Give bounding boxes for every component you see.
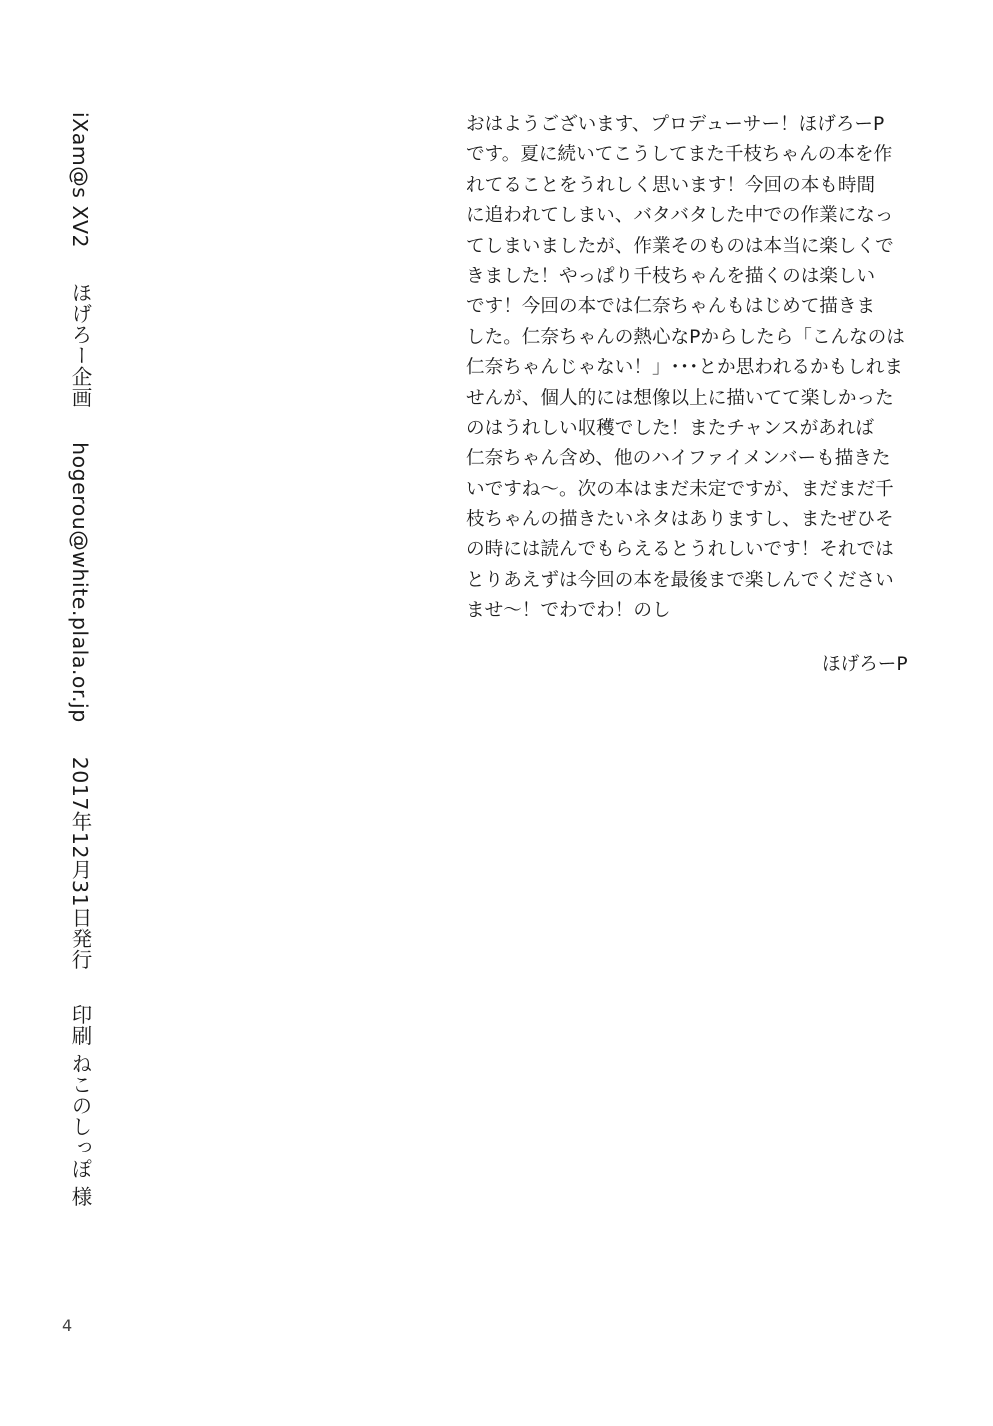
message-line: れてることをうれしく思います！今回の本も時間: [466, 174, 876, 196]
circle-name: ほげろー企画: [68, 282, 92, 409]
message-line: 枝ちゃんの描きたいネタはありますし、またぜひそ: [466, 509, 894, 531]
page-number: 4: [62, 1316, 73, 1335]
message-line: に追われてしまい、バタバタした中での作業になっ: [466, 205, 894, 227]
message-line: ませ～！でわでわ！のし: [466, 600, 671, 622]
colophon: [60, 112, 100, 1208]
message-line: せんが、個人的には想像以上に描いてて楽しかった: [466, 387, 894, 409]
printer-credit: 印刷 ねこのしっぽ 様: [68, 1004, 92, 1208]
book-title: iXam@s XV2: [68, 112, 92, 249]
signature: ほげろーP: [822, 654, 908, 675]
issue-date: 2017年12月31日発行: [68, 756, 92, 971]
message-line: です！今回の本では仁奈ちゃんもはじめて描きま: [466, 296, 876, 318]
message-line: いですね～。次の本はまだ未定ですが、まだまだ千: [466, 478, 894, 500]
message-line: とりあえずは今回の本を最後まで楽しんでください: [466, 569, 894, 591]
afterword-message: [466, 110, 946, 627]
message-line: 仁奈ちゃんじゃない！」･･･とか思われるかもしれま: [466, 357, 903, 379]
message-line: おはようございます、プロデューサー！ほげろーP: [466, 114, 885, 135]
message-line: した。仁奈ちゃんの熱心なPからしたら「こんなのは: [466, 326, 905, 348]
message-line: の時には読んでもらえるとうれしいです！それでは: [466, 539, 894, 561]
message-line: のはうれしい収穫でした！またチャンスがあれば: [466, 417, 874, 439]
message-line: です。夏に続いてこうしてまた千枝ちゃんの本を作: [466, 144, 893, 166]
contact-email: hogerou@white.plala.or.jp: [68, 442, 92, 723]
message-line: きました！やっぱり千枝ちゃんを描くのは楽しい: [466, 265, 876, 287]
message-line: 仁奈ちゃん含め、他のハイファイメンバーも描きた: [466, 448, 891, 470]
message-line: てしまいましたが、作業そのものは本当に楽しくで: [466, 235, 894, 257]
